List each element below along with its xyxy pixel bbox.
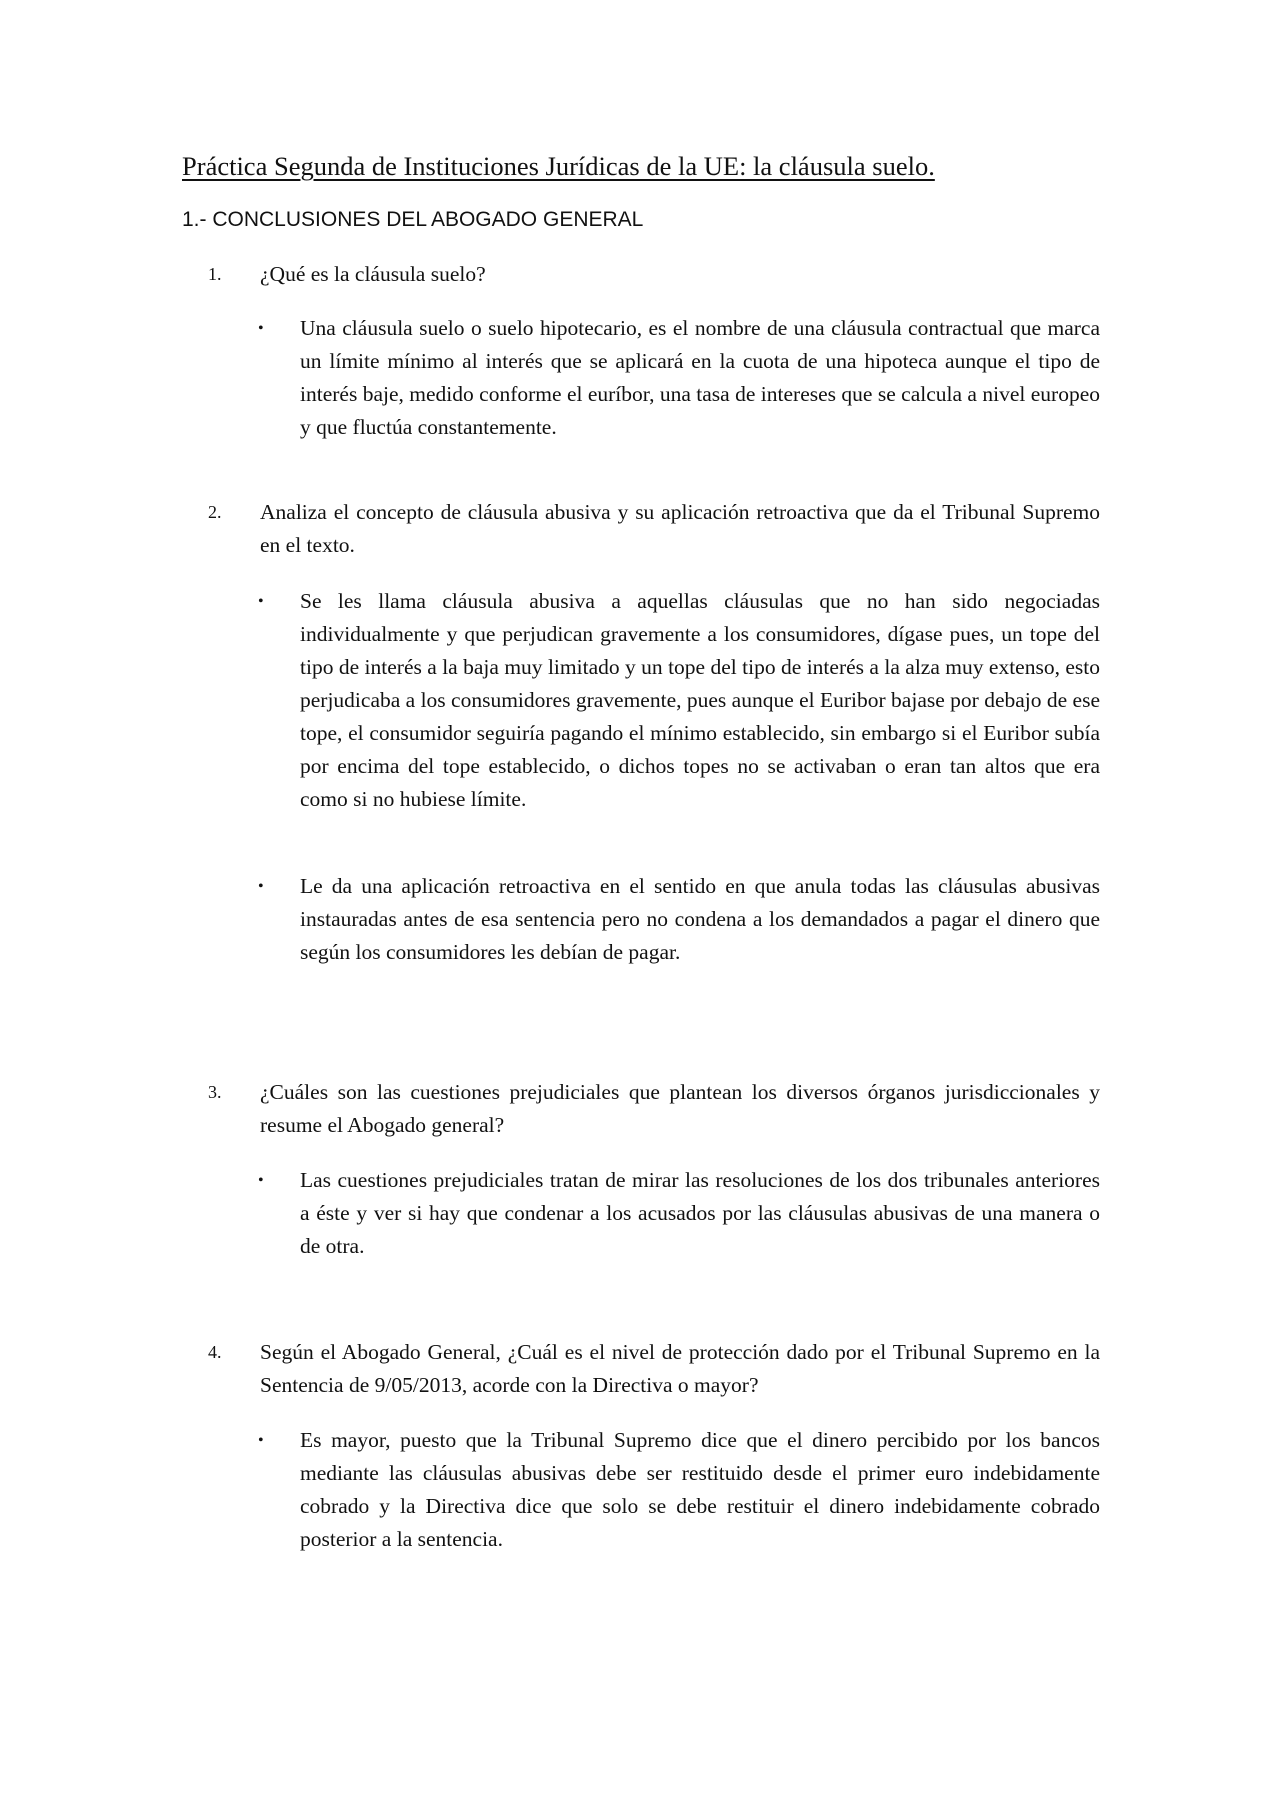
question-4 — [208, 1336, 1100, 1402]
bullet-icon: • — [258, 593, 264, 610]
section-heading: 1.- CONCLUSIONES DEL ABOGADO GENERAL — [182, 208, 644, 231]
bullet-icon: • — [258, 878, 264, 895]
answer-text: Le da una aplicación retroactiva en el sentido en que anula todas las cláusulas abusivas instauradas antes de esa sentencia pero no condena a los demandados a pagar el dinero que según los consumidores les debían de pagar. — [300, 874, 1100, 964]
question-text: Según el Abogado General, ¿Cuál es el nivel de protección dado por el Tribunal Supremo en la Sentencia de 9/05/2013, acorde con la Directiva o mayor? — [260, 1340, 1100, 1397]
answer-text: Se les llama cláusula abusiva a aquellas cláusulas que no han sido negociadas individualmente y que perjudican gravemente a los consumidores, dígase pues, un tope del tipo de interés a la baja muy limitado y un tope del tipo de interés a la alza muy extenso, esto perjudicaba a los consumidores gravemente, pues aunque el Euribor bajase por debajo de ese tope, el consumidor seguiría pagando el mínimo establecido, sin embargo si el Euribor subía por encima del tope establecido, o dichos topes no se activaban o eran tan altos que era como si no hubiese límite. — [300, 589, 1100, 811]
bullet-icon: • — [258, 320, 264, 337]
question-1 — [208, 258, 1100, 291]
answer-1-1 — [258, 312, 1100, 444]
question-text: ¿Cuáles son las cuestiones prejudiciales que plantean los diversos órganos jurisdiccionales y resume el Abogado general? — [260, 1080, 1100, 1137]
question-text: ¿Qué es la cláusula suelo? — [260, 262, 486, 286]
document-title: Práctica Segunda de Instituciones Jurídicas de la UE: la cláusula suelo. — [182, 151, 935, 181]
question-number: 3. — [208, 1082, 222, 1102]
question-number: 1. — [208, 264, 222, 284]
question-number: 2. — [208, 502, 222, 522]
question-3 — [208, 1076, 1100, 1142]
answer-text: Es mayor, puesto que la Tribunal Supremo dice que el dinero percibido por los bancos mediante las cláusulas abusivas debe ser restituido desde el primer euro indebidamente cobrado y la Directiva dice que solo se debe restituir el dinero indebidamente cobrado posterior a la sentencia. — [300, 1428, 1100, 1551]
answer-2-2 — [258, 870, 1100, 969]
answer-3-1 — [258, 1164, 1100, 1263]
bullet-icon: • — [258, 1432, 264, 1449]
question-text: Analiza el concepto de cláusula abusiva y su aplicación retroactiva que da el Tribunal Supremo en el texto. — [260, 500, 1100, 557]
bullet-icon: • — [258, 1172, 264, 1189]
answer-4-1 — [258, 1424, 1100, 1556]
question-2 — [208, 496, 1100, 562]
answer-2-1 — [258, 585, 1100, 816]
answer-text: Una cláusula suelo o suelo hipotecario, es el nombre de una cláusula contractual que marca un límite mínimo al interés que se aplicará en la cuota de una hipoteca aunque el tipo de interés baje, medido conforme el euríbor, una tasa de intereses que se calcula a nivel europeo y que fluctúa constantemente. — [300, 316, 1100, 439]
answer-text: Las cuestiones prejudiciales tratan de mirar las resoluciones de los dos tribunales anteriores a éste y ver si hay que condenar a los acusados por las cláusulas abusivas de una manera o de otra. — [300, 1168, 1100, 1258]
question-number: 4. — [208, 1342, 222, 1362]
